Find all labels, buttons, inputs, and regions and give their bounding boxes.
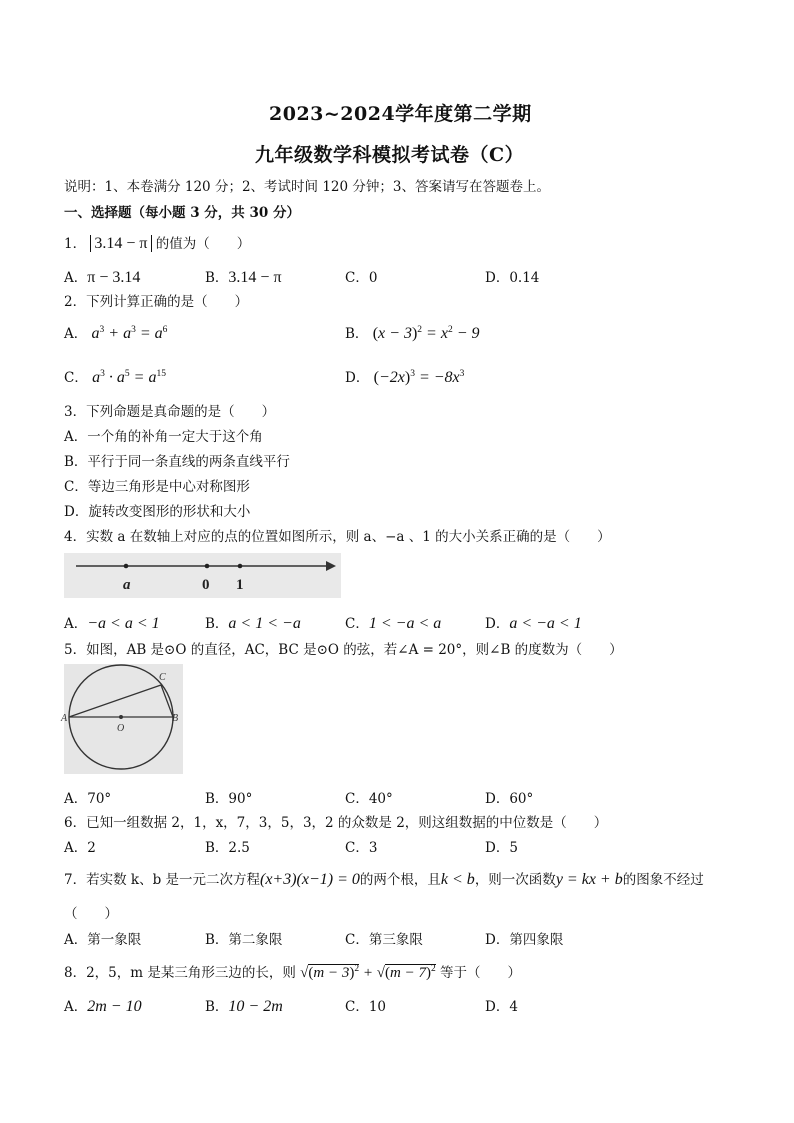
option-b[interactable]	[64, 450, 290, 470]
question-number: 8．	[64, 965, 87, 981]
option-label: A．	[64, 840, 88, 856]
option-label: B．	[205, 616, 229, 632]
option-label: D．	[485, 932, 510, 948]
point-zero	[205, 564, 210, 569]
label-one: 1	[236, 577, 244, 593]
option-label: C．	[345, 999, 369, 1015]
label-c: C	[159, 672, 166, 683]
option-a[interactable]	[64, 612, 160, 633]
option-formula: $(-2x)^3 = -8x^3$	[373, 369, 465, 386]
option-label: D．	[485, 270, 510, 286]
question-number: 5．	[64, 642, 87, 658]
option-text: 3	[368, 840, 378, 856]
option-text: 1 < −a < a	[368, 615, 442, 632]
question-number: 2．	[64, 294, 87, 310]
question-5	[64, 638, 623, 658]
option-text: a < −a < 1	[509, 615, 582, 632]
option-c[interactable]	[345, 266, 377, 286]
question-stem: 下列命题是真命题的是（ ）	[86, 404, 276, 420]
option-label: C．	[345, 616, 369, 632]
option-label: C．	[345, 791, 369, 807]
option-label: D．	[345, 370, 370, 386]
question-number: 1．	[64, 236, 87, 252]
math-function: y = kx + b	[555, 871, 623, 888]
option-text: 60°	[509, 791, 534, 807]
math-equation: (x+3)(x−1) = 0	[260, 871, 360, 888]
chord-ac	[69, 685, 161, 717]
option-d[interactable]	[485, 836, 518, 856]
option-text: 5	[509, 840, 518, 856]
option-formula: $(x - 3)^2 = x^2 - 9$	[372, 325, 480, 342]
option-b[interactable]	[205, 995, 283, 1016]
option-b[interactable]	[205, 836, 250, 856]
option-label: C．	[64, 370, 88, 386]
question-8	[64, 961, 521, 982]
option-c[interactable]	[345, 612, 441, 633]
option-a[interactable]	[64, 787, 111, 807]
option-c[interactable]	[345, 787, 393, 807]
option-label: B．	[205, 840, 229, 856]
option-text: π − 3.14	[87, 269, 141, 286]
option-formula: $a^3 + a^3 = a^6$	[91, 325, 168, 342]
option-text: 90°	[228, 791, 253, 807]
option-label: D．	[485, 999, 510, 1015]
option-a[interactable]	[64, 836, 96, 856]
option-d[interactable]	[64, 500, 250, 520]
option-label: C．	[64, 479, 88, 495]
option-c[interactable]	[345, 928, 423, 948]
label-a: A	[61, 713, 68, 724]
option-label: D．	[485, 616, 510, 632]
question-stem: ，则一次函数	[474, 872, 556, 888]
option-a[interactable]	[64, 322, 167, 343]
option-label: B．	[205, 999, 229, 1015]
option-c[interactable]	[64, 475, 250, 495]
question-stem: 若实数 k、b 是一元二次方程	[86, 872, 260, 888]
option-text: 2.5	[228, 840, 250, 856]
option-c[interactable]	[345, 836, 377, 856]
option-text: 10 − 2m	[228, 998, 283, 1015]
option-label: A．	[64, 326, 88, 342]
question-4	[64, 525, 611, 545]
option-d[interactable]	[485, 995, 518, 1015]
label-zero: 0	[202, 577, 210, 593]
option-text: 40°	[368, 791, 393, 807]
question-stem: 的值为（ ）	[155, 236, 251, 252]
option-label: B．	[205, 270, 229, 286]
option-b[interactable]	[205, 612, 301, 633]
point-one	[238, 564, 243, 569]
option-text: 2	[87, 840, 96, 856]
question-7-paren: （ ）	[64, 906, 118, 922]
label-o: O	[117, 723, 125, 734]
option-d[interactable]	[485, 612, 582, 633]
option-d[interactable]	[485, 928, 563, 948]
question-stem: 如图，AB 是⊙O 的直径，AC，BC 是⊙O 的弦，若∠A = 20°，则∠B 的度数为（ ）	[86, 642, 623, 658]
question-stem: 的图象不经过	[622, 872, 704, 888]
option-formula: $a^3 \cdot a^5 = a^{15}$	[92, 369, 166, 386]
option-text: 第二象限	[228, 932, 283, 948]
option-label: D．	[64, 504, 89, 520]
option-c[interactable]	[345, 995, 386, 1015]
option-label: B．	[345, 326, 369, 342]
instructions: 说明：1、本卷满分 120 分；2、考试时间 120 分钟；3、答案请写在答题卷上。	[64, 179, 550, 195]
option-text: a < 1 < −a	[228, 615, 301, 632]
option-c[interactable]	[64, 366, 166, 387]
question-stem: 的两个根，且	[359, 872, 441, 888]
option-label: C．	[345, 932, 369, 948]
center-point	[119, 715, 123, 719]
option-text: 2m − 10	[87, 998, 142, 1015]
question-stem: 已知一组数据 2，1，x，7，3，5，3，2 的众数是 2，则这组数据的中位数是（ ）	[86, 815, 608, 831]
question-7	[64, 868, 704, 889]
option-a[interactable]	[64, 266, 140, 287]
option-text: −a < a < 1	[87, 615, 160, 632]
option-text: 4	[509, 999, 518, 1015]
math-abs-expression: 3.14 − π	[90, 235, 151, 252]
option-label: A．	[64, 999, 88, 1015]
option-d[interactable]	[345, 366, 464, 387]
question-3	[64, 400, 275, 420]
option-label: D．	[485, 791, 510, 807]
circle-figure	[61, 664, 183, 774]
question-stem: 等于（ ）	[440, 965, 521, 981]
exam-title-line1: 2023~2024学年度第二学期	[269, 103, 532, 125]
label-a: a	[123, 577, 131, 593]
exam-title-line2: 九年级数学科模拟考试卷（C）	[255, 144, 525, 166]
label-b: B	[172, 713, 179, 724]
option-label: A．	[64, 932, 88, 948]
question-6	[64, 811, 607, 831]
question-stem: 2，5，m 是某三角形三边的长，则	[86, 965, 296, 981]
option-b[interactable]	[205, 928, 282, 948]
option-text: 0.14	[509, 270, 540, 286]
question-number: 7．	[64, 872, 87, 888]
option-label: D．	[485, 840, 510, 856]
option-label: A．	[64, 270, 88, 286]
option-text: 第一象限	[87, 932, 142, 948]
option-b[interactable]	[205, 787, 252, 807]
question-1	[64, 232, 250, 253]
question-stem: 下列计算正确的是（ ）	[86, 294, 249, 310]
option-label: A．	[64, 616, 88, 632]
option-label: C．	[345, 270, 369, 286]
option-text: 旋转改变图形的形状和大小	[88, 504, 251, 520]
option-label: C．	[345, 840, 369, 856]
option-b[interactable]	[205, 266, 282, 287]
option-d[interactable]	[485, 266, 539, 286]
sqrt-expression: $√(m - 3)^2 + √(m - 7)^2$	[300, 964, 436, 981]
math-inequality: k < b	[440, 871, 475, 888]
option-a[interactable]	[64, 995, 142, 1016]
option-text: 第三象限	[368, 932, 423, 948]
arrow-right-icon	[326, 561, 336, 571]
point-a	[124, 564, 129, 569]
option-text: 第四象限	[509, 932, 564, 948]
question-number: 4．	[64, 529, 87, 545]
option-text: 10	[368, 999, 387, 1015]
option-d[interactable]	[485, 787, 533, 807]
option-text: 平行于同一条直线的两条直线平行	[87, 454, 290, 470]
option-label: B．	[205, 791, 229, 807]
question-number: 6．	[64, 815, 87, 831]
question-number: 3．	[64, 404, 87, 420]
question-2	[64, 290, 248, 310]
option-text: 3.14 − π	[228, 269, 282, 286]
option-label: B．	[64, 454, 88, 470]
section-title: 一、选择题（每小题 3 分，共 30 分）	[64, 205, 300, 221]
option-label: B．	[205, 932, 229, 948]
option-text: 0	[368, 270, 378, 286]
option-b[interactable]	[345, 322, 479, 343]
option-text: 等边三角形是中心对称图形	[87, 479, 250, 495]
question-stem: 实数 a 在数轴上对应的点的位置如图所示，则 a、−a 、1 的大小关系正确的是（ ）	[86, 529, 611, 545]
option-label: A．	[64, 429, 88, 445]
option-a[interactable]	[64, 425, 263, 445]
option-a[interactable]	[64, 928, 141, 948]
option-text: 一个角的补角一定大于这个角	[87, 429, 263, 445]
option-label: A．	[64, 791, 88, 807]
number-line-figure	[64, 553, 341, 598]
option-text: 70°	[87, 791, 112, 807]
